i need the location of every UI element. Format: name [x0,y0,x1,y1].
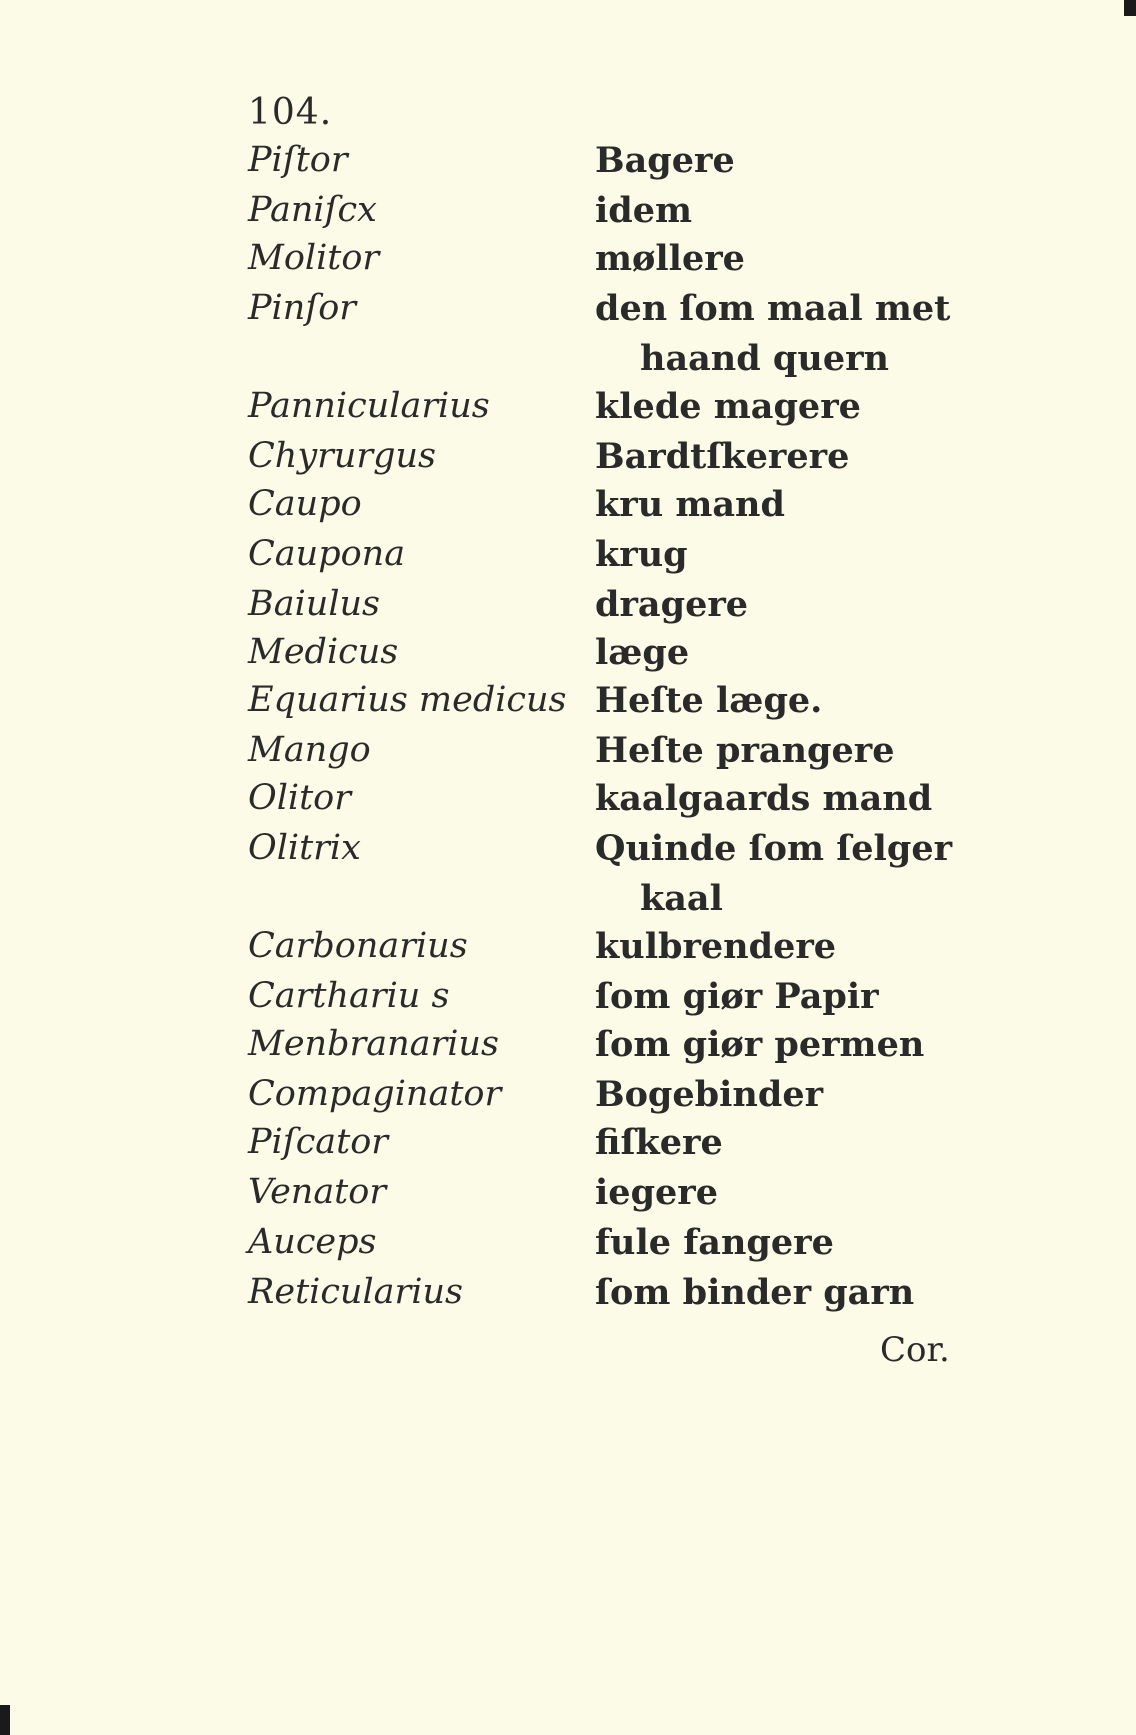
danish-term: fiſkere [595,1122,723,1163]
latin-term: Olitor [248,778,351,818]
latin-term: Piſcator [248,1122,389,1162]
danish-term: Heſte prangere [595,730,895,771]
glossary-row [0,1222,1106,1270]
glossary-row [0,926,1106,974]
glossary-row [0,1122,1106,1170]
danish-term: Heſte læge. [595,680,823,721]
danish-term: ſom giør Papir [595,976,879,1017]
danish-term: Bogebinder [595,1074,824,1115]
glossary-row [0,386,1106,434]
scan-corner-mark [0,1705,10,1735]
latin-term: Pannicularius [248,386,490,426]
latin-term: Baiulus [248,584,381,624]
danish-term: læge [595,632,690,673]
latin-term: Caupona [248,534,406,574]
glossary-row [0,1272,1106,1320]
scan-margin [1106,0,1136,1735]
danish-term: kaalgaards mand [595,778,933,819]
danish-term: den ſom maal met [595,288,951,329]
danish-term: haand quern [640,338,889,379]
danish-term: iegere [595,1172,719,1213]
latin-term: Chyrurgus [248,436,437,476]
latin-term: Menbranarius [248,1024,499,1064]
glossary-row [0,828,1106,876]
danish-term: idem [595,190,693,231]
latin-term: Paniſcx [248,190,377,230]
glossary-row [0,238,1106,286]
scan-edge-mark [1124,0,1136,16]
danish-term: kru mand [595,484,785,525]
glossary-row [0,976,1106,1024]
glossary-row [0,584,1106,632]
glossary-row [0,632,1106,680]
danish-term: ſom binder garn [595,1272,915,1313]
glossary-row [0,140,1106,188]
glossary-row [0,680,1106,728]
latin-term: Carthariu s [248,976,450,1016]
glossary-row [0,1024,1106,1072]
danish-term: Bagere [595,140,735,181]
glossary-row [0,534,1106,582]
glossary-row [0,1074,1106,1122]
danish-term: dragere [595,584,749,625]
glossary-row [0,288,1106,336]
latin-term: Auceps [248,1222,377,1262]
danish-term: klede magere [595,386,861,427]
latin-term: Piſtor [248,140,348,180]
glossary-row [0,436,1106,484]
latin-term: Venator [248,1172,387,1212]
glossary-row [0,484,1106,532]
glossary-row [0,338,1106,386]
danish-term: krug [595,534,688,575]
page-number: 104. [248,92,333,133]
latin-term: Pinſor [248,288,357,328]
danish-term: ſom giør permen [595,1024,925,1065]
danish-term: Quinde ſom ſelger [595,828,953,869]
danish-term: møllere [595,238,745,279]
latin-term: Reticularius [248,1272,463,1312]
latin-term: Mango [248,730,371,770]
danish-term: kaal [640,878,723,919]
danish-term: Bardtſkerere [595,436,850,477]
latin-term: Equarius medicus [248,680,567,720]
glossary-row [0,730,1106,778]
glossary-row [0,190,1106,238]
latin-term: Compaginator [248,1074,502,1114]
danish-term: kulbrendere [595,926,837,967]
latin-term: Caupo [248,484,362,524]
danish-term: fule fangere [595,1222,834,1263]
latin-term: Medicus [248,632,399,672]
glossary-row [0,778,1106,826]
glossary-row [0,878,1106,926]
glossary-row [0,1172,1106,1220]
latin-term: Olitrix [248,828,361,868]
catchword: Cor. [880,1330,950,1370]
latin-term: Molitor [248,238,380,278]
latin-term: Carbonarius [248,926,468,966]
